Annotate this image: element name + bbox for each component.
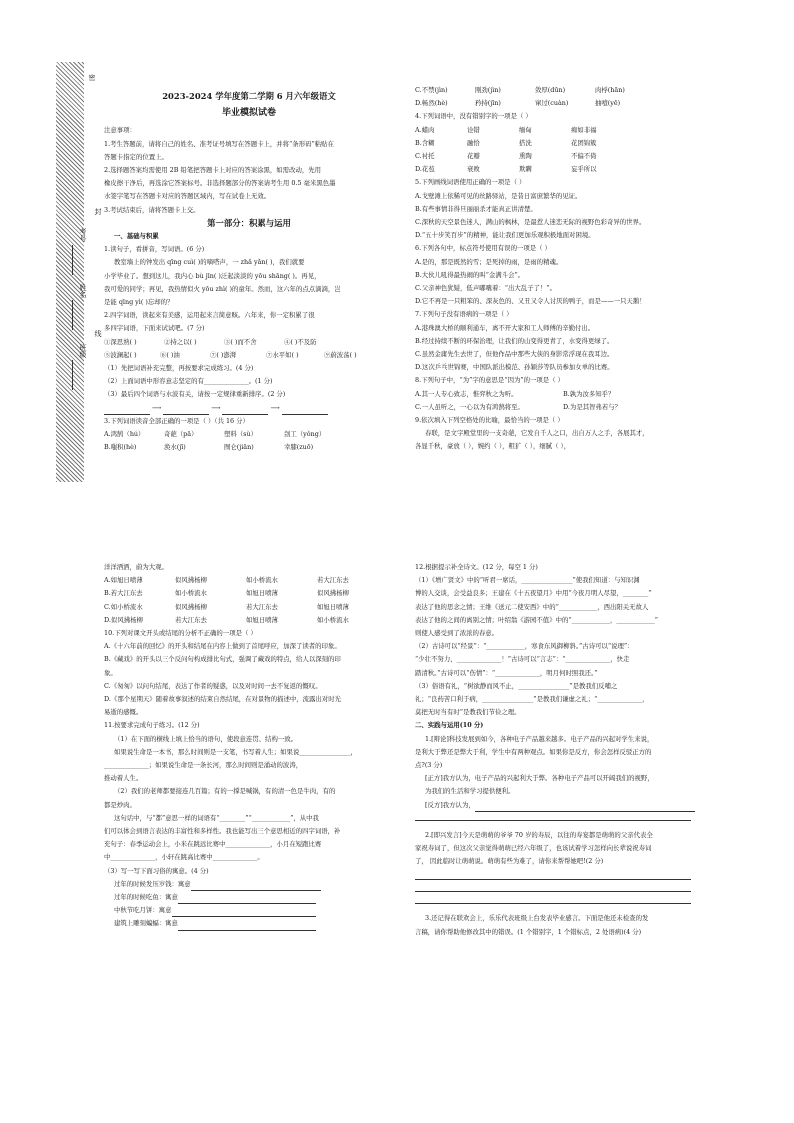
q12-line: “少壮不努力，______________！”古诗可以“言志”：“______________，快走 xyxy=(415,655,630,664)
q9-option: 若大江东去 xyxy=(317,576,349,585)
q2-item: ②持之以( ) xyxy=(164,337,197,346)
q2-item: ⑦( )澎湃 xyxy=(210,350,237,359)
q9-option: 如小桥流水 xyxy=(175,589,207,598)
class-line xyxy=(72,360,73,390)
exam-title: 2023-2024 学年度第二学期 6 月六年级语文 xyxy=(162,91,336,101)
q3-option: 刽工（yǒng） xyxy=(284,429,326,438)
q9-option-row xyxy=(104,574,394,587)
q7-option: D.这次乒乓世锦赛，中国队派出模范、孙颖莎等队员参加女单的比赛。 xyxy=(415,363,614,372)
q3-option: 肉桴(hān) xyxy=(595,86,625,94)
negative-label: [反方]我方认为， xyxy=(425,800,475,809)
practice-2: 了， 因此临时让萌萌说。萌萌有些为难了，请你来帮帮她吧!(2 分) xyxy=(415,857,604,866)
q8-option: B.孰为汝多知乎？ xyxy=(563,389,615,398)
practice-2: 家祝寿词了，但这次父亲觉得萌萌已经六年级了，也该试着学习怎样向长辈说祝寿词 xyxy=(415,844,652,853)
section-heading: 一、基础与积累 xyxy=(114,232,159,241)
lower-left-column xyxy=(104,561,394,931)
q3-option: 窜过(cuàn) xyxy=(535,99,569,108)
q12-line: 表达了他的之间的离别之情；叶绍翁《游园不值》中的“____________，____________” xyxy=(415,615,658,624)
q12-line: 礼；“良药苦口利于病，________________”是教我们谦虚之礼；“______________， xyxy=(415,695,649,704)
answer-line xyxy=(415,879,691,880)
answer-line xyxy=(172,908,316,917)
q3-option: 幸膝(zuō) xyxy=(284,443,314,452)
q11-text: 们可以体会到语言表达的丰富性和多样性。我也能写出三个意思相近的四字词语，补 xyxy=(104,827,341,836)
q3-option: 囫仑(jiān) xyxy=(224,443,254,452)
q4-row xyxy=(415,150,705,163)
q4-option: 花瓣 xyxy=(467,152,480,161)
q9-option: 如小桥流水 xyxy=(246,576,278,585)
question-1-text: 我可爱的同学；再见，我热情似火 yōu zhì( )的童年。然而，这六年的点点滴滴，岂 xyxy=(104,284,341,293)
q3-row xyxy=(415,84,705,97)
q11-sub: （3）写一写下面习俗的寓意。(4 分) xyxy=(104,866,209,875)
practice-3: 言稿，请你帮助他修改其中的错误。(1 个错别字，1 个错标点，2 处语病)(4 分) xyxy=(415,927,642,936)
practice-1: 点?(3 分) xyxy=(415,761,443,770)
negative-statement xyxy=(415,799,705,812)
q2-item: ③( )而不舍 xyxy=(224,337,257,346)
notice-line: 答题卡指定的位置上。 xyxy=(104,152,168,161)
practice-1: 是利大于弊还是弊大于利，学生中有两种观点。如果你是反方，你会怎样反驳正方的 xyxy=(415,747,652,756)
q6-option: D.它不再是一只粗笨的、深灰色的、又丑又令人讨厌的鸭子，而是——一只天鹅！ xyxy=(415,297,646,306)
q9-option: D.似风拂杨柳 xyxy=(104,615,143,624)
q3-option: 刚劲(jìn) xyxy=(475,86,501,94)
q2-row xyxy=(104,336,394,349)
custom-item xyxy=(104,917,394,930)
question-7: 7.下列句子没有语病的一项是（ ） xyxy=(415,310,513,319)
affirmative-statement: 为我们的生活和学习提供便利。 xyxy=(425,787,515,796)
notice-line: 2.选择题答案均需使用 2B 铅笔把答题卡上对应的答案涂黑，如需改动，先用 xyxy=(104,166,322,175)
q7-option: B.经过持续不断的环保治理，让我们的山变得更青了，水变得更绿了。 xyxy=(415,336,614,345)
q3-row xyxy=(104,441,394,454)
practice-1: 1.[辩论]科技发展到如今，各种电子产品越来越多。电子产品的兴起对学生来说， xyxy=(425,734,654,743)
q4-option: 融恰 xyxy=(467,138,480,147)
custom-item xyxy=(104,891,394,904)
notice-line: 1.考生答题前，请将自己的姓名、准考证号填写在答题卡上，并将“条形码”粘贴在 xyxy=(104,139,334,148)
answer-line xyxy=(178,922,316,931)
q4-option: 搭洗 xyxy=(519,138,532,147)
answer-line xyxy=(191,882,321,891)
q12-line: （2）古诗可以“经景”：“____________，寒食东风御柳斜。”古诗可以“说理”： xyxy=(415,642,634,651)
q12-line: （1）《增广贤文》中的“听君一席话，________________”使我们知道：与知识渊 xyxy=(415,576,640,585)
q10-option: D.《那个星期天》随着故事叙述的结束自然结尾，在对景物的描述中，流露出对时光 xyxy=(104,695,341,704)
question-1-text: 是能 qīng yì( )忘却的？ xyxy=(104,298,174,307)
q2-item: ⑤波澜起( ) xyxy=(104,350,137,359)
q4-option: 缅甸 xyxy=(519,125,532,134)
q11-text: 中______________，小轩在跳高比赛中______________。 xyxy=(104,853,264,862)
q9-option: 如旭日喷薄 xyxy=(246,615,278,624)
question-5: 5.下列画线词语使用正确的一项是（ ） xyxy=(415,178,526,187)
seal-mark: 密 xyxy=(88,74,96,81)
q11-text: 推动着人生。 xyxy=(104,774,143,783)
name-label: 姓名 xyxy=(79,284,87,298)
q2-item: ④( )不及防 xyxy=(284,337,317,346)
q9-option: 似风拂杨柳 xyxy=(175,576,207,585)
q2-item: ⑨蔚波荡( ) xyxy=(324,350,357,359)
q9-option: 如旭日喷薄 xyxy=(246,589,278,598)
q9-option: B.若大江东去 xyxy=(104,589,143,598)
notice-line: 水签字笔写在答题卡对应的答题区域内，写在试卷上无效。 xyxy=(104,192,271,201)
q10-option: B.《藏戏》的开头以三个反问句构成排比句式，强调了藏戏的特点，给人以深刻的印 xyxy=(104,655,341,664)
q8-option: A.其一人专心致志，惟弈秋之为听。 xyxy=(415,389,518,398)
q2-sub: （3）最后四个词语与水波有关，请按一定规律重新排序。(2 分) xyxy=(104,390,286,399)
q8-row xyxy=(415,388,705,401)
q10-option: A.《十六年前的回忆》的开头和结尾在内容上做到了首尾呼应，加深了读者的印象。 xyxy=(104,642,341,651)
class-label: 班级 xyxy=(79,344,87,358)
q9-passage: 春联，是文字殿堂里的一支奇葩，它发自千人之口，出自万人之手，各展其才， xyxy=(425,429,649,438)
q4-option: C.衬托 xyxy=(415,152,435,161)
exam-no-line xyxy=(72,245,73,275)
exam-subtitle: 毕业模拟试卷 xyxy=(221,108,276,119)
upper-right-column xyxy=(415,84,705,454)
q2-item: ⑦水平如( ) xyxy=(266,350,299,359)
q10-option: 易逝的感慨。 xyxy=(104,708,143,717)
q9-option: 似风拂杨柳 xyxy=(175,602,207,611)
q9-passage: 各显千秋，豪放（ ），婉约（ ），粗犷（ ），细腻（ ）， xyxy=(415,442,571,451)
q4-option: 诠错 xyxy=(467,125,480,134)
q2-sort-blanks: ⟶ ⟶ ⟶ xyxy=(104,402,394,415)
q3-row xyxy=(415,97,705,110)
question-1: 1.读句子，看拼音，写词语。(6 分) xyxy=(104,245,205,254)
name-line xyxy=(72,300,73,330)
q4-option: B.含糊 xyxy=(415,138,435,147)
section-heading: 二、实践与运用(10 分) xyxy=(415,721,484,730)
q8-option: D.为是其智弗若与？ xyxy=(563,402,622,411)
q9-option-row xyxy=(104,614,394,627)
q12-line: 表达了他的思念之情；王维《送元二使安西》中的“____________，西出阳关无故人 xyxy=(415,602,649,611)
q9-option: 如旭日喷薄 xyxy=(317,602,349,611)
question-9: 9.依次填入下列空格处的比喻，最恰当的一项是（ ） xyxy=(415,416,564,425)
q2-item: ⑥( )油 xyxy=(160,350,180,359)
q5-option: C.深秋的天空景色迷人，满山的枫林，是最惹人迷恋无际的视野色彩奇异的世界。 xyxy=(415,218,646,227)
q5-option: A.戈壁滩上依稀可见的丝路驿站，是昔日富庶繁华的见证。 xyxy=(415,191,582,200)
q9-option: 若大江东去 xyxy=(246,602,278,611)
q4-option: 不偏不倚 xyxy=(571,152,597,161)
notice-heading: 注意事项： xyxy=(104,126,136,135)
q2-row xyxy=(104,349,394,362)
question-12: 12.根据提示补全诗文。(12 分，每空 1 分) xyxy=(415,563,538,571)
q12-line: （3）俗语有礼，“树欲静而风不止，________________”是教我们反哺之 xyxy=(415,681,618,690)
exam-no-label: 考号 xyxy=(79,228,87,242)
answer-line xyxy=(415,820,691,821)
q3-option: 矜持(jīn) xyxy=(475,99,501,108)
q6-option: B.大伙儿吼得最热闹的叫“金满斗会”。 xyxy=(415,270,525,279)
q6-option: A.是的，那是既然的雪；是死掉的雨，是雨的精魂。 xyxy=(415,257,563,266)
question-10: 10.下列对课文开头或结尾的分析不正确的一项是（ ） xyxy=(104,629,257,638)
q11-sub: 都是炒肉。 xyxy=(104,800,136,809)
seal-mark: 封 xyxy=(94,208,102,215)
q11-text: ______________；如果说生命是一条长河，那么时间则是涌动的波涛， xyxy=(104,761,303,770)
q11-text: 这句话中，与“都”意思一样的词语有“________”“____________”，从中我 xyxy=(114,813,319,822)
q5-option: B.有些事情非得旦丽丽杀才能真正讲清楚。 xyxy=(415,204,537,213)
binding-margin-pattern xyxy=(56,62,84,482)
q12-line: 踏清秋。”古诗可以“伤情”：“______________，明月何时照我还。” xyxy=(415,668,598,677)
custom-item xyxy=(104,904,394,917)
q11-sub: （1）在下面的横线上填上恰当的语句，使段意连贯、结构一致。 xyxy=(114,734,298,743)
q8-option: C.一人虽听之，一心以为有鸿鹄将至。 xyxy=(415,402,524,411)
q3-option: A.鸿鹄（hú） xyxy=(104,429,145,438)
q3-option: D.畅然(hè) xyxy=(415,99,448,108)
custom-label: 过年的时候发压岁钱：寓意 xyxy=(114,879,191,888)
q9-option: A.如旭日喷薄 xyxy=(104,576,143,585)
q9-option-row xyxy=(104,601,394,614)
q11-text: 如果说生命是一本书，那么时间则是一支笔，书写着人生；如果说________________， xyxy=(114,747,357,756)
q10-option: C.《匆匆》以问句结尾，表达了作者的疑惑，以及对时间一去不复返的慨叹。 xyxy=(104,681,322,690)
q9-passage: 洋洋洒洒，蔚为大观。 xyxy=(104,563,168,571)
q5-option: D.“五十步笑百步”的精神，能让我们更加乐观积极地面对困境。 xyxy=(415,231,595,240)
question-1-text: 教室墙上的钟发出 qīng cuì( )的嘀嗒声，一 zhǎ yǎn( )，我们就要 xyxy=(114,258,305,267)
q3-row xyxy=(104,428,394,441)
question-2: 多四字词语，下面来试试吧。(7 分) xyxy=(104,324,205,333)
q12-line: 博的人交谈，会受益良多；王建在《十五夜望月》中用“今夜月明人尽望，________” xyxy=(415,589,652,598)
notice-line: 3.考试结束后，请将答题卡上交。 xyxy=(104,205,200,214)
q3-option: 敛厚(dūn) xyxy=(535,86,566,94)
q4-option: 熏陶 xyxy=(519,152,532,161)
q4-row xyxy=(415,137,705,150)
affirmative-statement: [正方]我方认为，电子产品的兴起利大于弊。各种电子产品可以开阔我们的视野， xyxy=(425,774,654,783)
answer-line xyxy=(415,903,691,904)
question-4: 4.下列词语中，没有错别字的一项是（ ） xyxy=(415,112,532,121)
question-8: 8.下列句子中，“为”字的意思是“因为”的一项是（ ） xyxy=(415,376,565,385)
q4-option: 妄乎所以 xyxy=(571,165,597,174)
q2-sub: （1）先把词语补充完整，再按要求完成练习。(4 分) xyxy=(104,364,254,373)
upper-left-column xyxy=(104,90,394,454)
q4-option: 衰败 xyxy=(467,165,480,174)
q8-row xyxy=(415,401,705,414)
part-heading: 第一部分：积累与运用 xyxy=(207,217,291,228)
custom-label: 建筑上雕刻蝙蝠：寓意 xyxy=(114,919,178,928)
q4-option: D.花苞 xyxy=(415,165,435,174)
q11-sub: （2）我们的老师都要接连几百篇；有的一撑是喊锅，有的清一色是牛肉，有的 xyxy=(114,787,336,796)
q3-option: 涣水(jī) xyxy=(164,443,186,452)
q12-line: 则使人感受到了浓浓的春意。 xyxy=(415,629,499,638)
seal-mark: 线 xyxy=(94,330,102,337)
q10-option: 象。 xyxy=(104,668,117,677)
q9-option: C.如小桥流水 xyxy=(104,602,143,611)
q3-option: 奇葩（pā） xyxy=(164,429,198,438)
q3-option: 塑料（sù） xyxy=(224,429,257,438)
q2-item: ①深思熟( ) xyxy=(104,337,137,346)
answer-line xyxy=(178,895,316,904)
question-1-text: 小学毕业了。想到这儿，我内心 bù jīn( )泛起淡淡的 yōu shāng( )。再见， xyxy=(104,271,321,280)
question-6: 6.下列各句中，标点符号使用有误的一项是（ ） xyxy=(415,244,551,253)
practice-2: 2.[即兴发言]今天是萌萌的爷爷 70 岁的寿辰，以往的寿宴都是萌萌的父亲代表全 xyxy=(425,830,653,839)
custom-label: 中秋节吃月饼：寓意 xyxy=(114,906,172,915)
q2-sub: （2）上面词语中形容意志坚定的有______________。(1 分) xyxy=(104,377,273,386)
q4-option: 欺瞒 xyxy=(519,165,532,174)
q4-row xyxy=(415,124,705,137)
q4-row xyxy=(415,163,705,176)
custom-label: 过年的时候吃鱼：寓意 xyxy=(114,893,178,902)
q9-option: 若大江东去 xyxy=(175,615,207,624)
q12-line: 莫把无时当有时”是教我们节俭之理。 xyxy=(415,708,521,717)
q4-option: A.蜡肉 xyxy=(415,125,435,134)
answer-line xyxy=(415,891,691,892)
q4-option: 痴如非福 xyxy=(571,125,597,134)
question-11: 11.按要求完成句子练习。(12 分) xyxy=(104,721,200,730)
q7-option: C.虽然金庸先生去世了，但他作品中那些大侠的身影常浮现在我耳边。 xyxy=(415,350,614,359)
q9-option: 似风拂杨柳 xyxy=(317,589,349,598)
custom-item xyxy=(104,878,394,891)
answer-line xyxy=(475,803,695,812)
question-3: 3.下列词语读音全部正确的一项是（ ）（共 16 分） xyxy=(104,416,249,425)
practice-3: 3.还记得在联欢会上，乐乐代表班级上台发表毕业感言。下面是他还未检查的发 xyxy=(425,914,649,923)
q9-option: 如小桥流水 xyxy=(317,615,349,624)
q7-option: A.港珠澳大桥的顺利通车，离不开大家和工人师傅的辛勤付出。 xyxy=(415,323,595,332)
q9-option-row xyxy=(104,587,394,600)
q11-text: 充句子：春季运动会上，小米在跳远比赛中______________，小月在短跑比赛 xyxy=(104,840,322,849)
lower-right-column xyxy=(415,561,705,939)
q3-option: B.嗤积(hè) xyxy=(104,443,137,452)
q3-option: 抽噎(yē) xyxy=(595,99,621,108)
q3-option: C.不禁(jìn) xyxy=(415,86,448,94)
q4-option: 花团锦簇 xyxy=(571,138,597,147)
q6-option: C.父亲神色犹疑，低声嘟囔着：“出大乱子了！”。 xyxy=(415,284,557,293)
question-2: 2.四字词语，读起来有美感，运用起来言简意赅。六年来，你一定积累了很 xyxy=(104,311,315,320)
notice-line: 橡皮擦干净后，再选涂它答案标号。非选择题部分的答案请考生用 0.5 毫米黑色墨 xyxy=(104,179,336,188)
